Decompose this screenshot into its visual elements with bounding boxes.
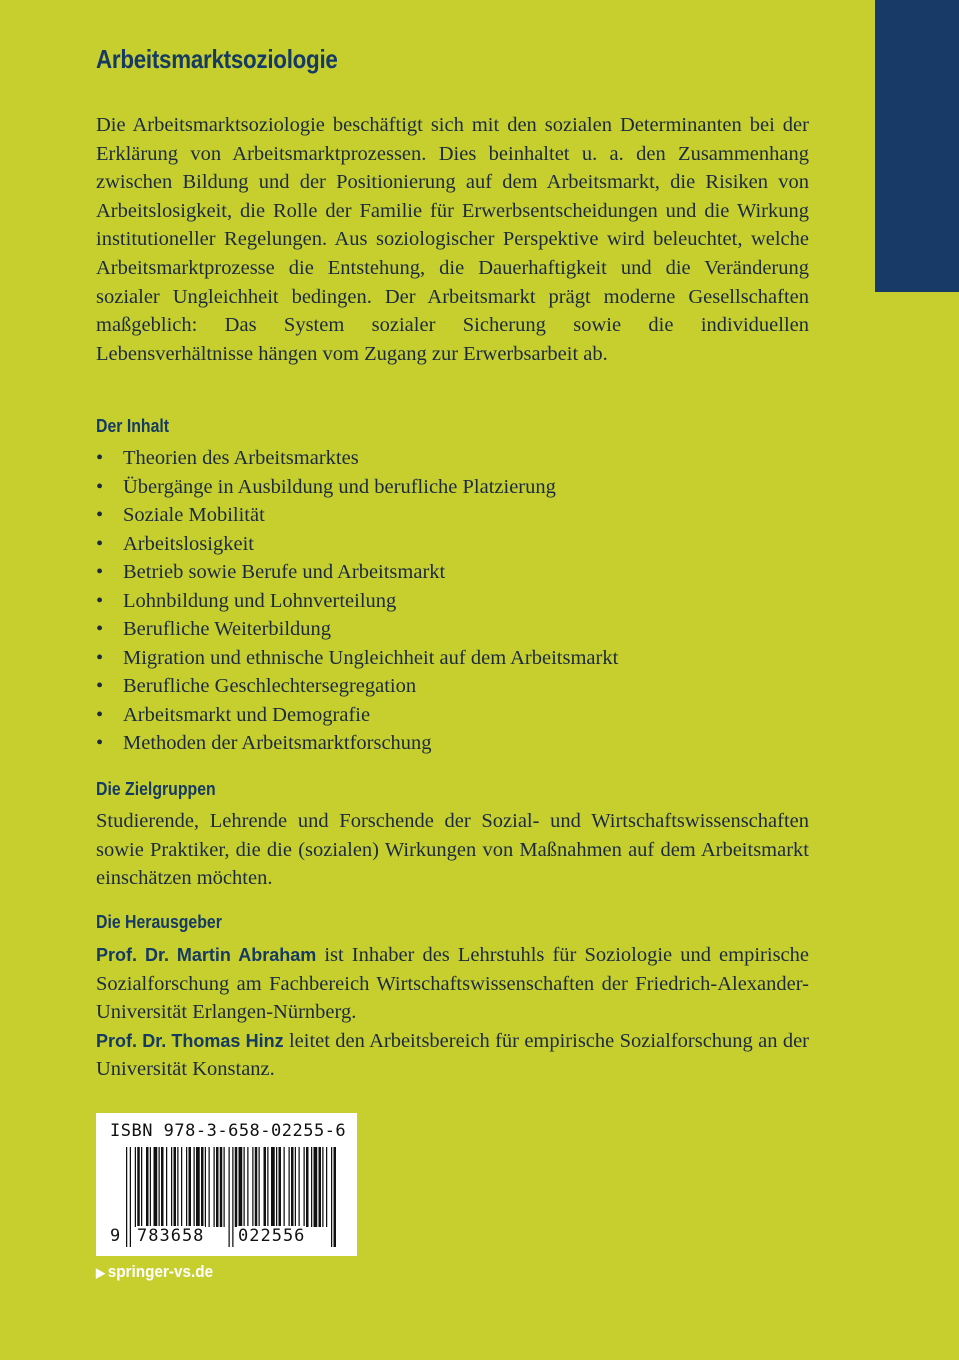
- barcode-bar: [319, 1147, 322, 1227]
- barcode-bar: [311, 1147, 312, 1227]
- barcode-bar: [267, 1147, 268, 1227]
- book-title: Arbeitsmarktsoziologie: [96, 44, 338, 74]
- barcode-bar: [224, 1147, 225, 1227]
- barcode-bar: [137, 1147, 140, 1227]
- contents-list: [96, 444, 618, 758]
- barcode-bar: [247, 1147, 248, 1227]
- target-groups-heading: Die Zielgruppen: [96, 779, 216, 799]
- barcode-bar: [186, 1147, 187, 1227]
- barcode-bar: [161, 1147, 164, 1227]
- barcode-digit-group-left: 783658: [137, 1226, 205, 1246]
- barcode-bar: [232, 1147, 233, 1247]
- barcode-bar: [314, 1147, 318, 1227]
- barcode-bar: [334, 1147, 337, 1247]
- barcode-bar: [279, 1147, 282, 1227]
- list-item: • Arbeitslosigkeit: [96, 530, 618, 559]
- barcode-bar: [196, 1147, 200, 1227]
- editor-1-bio: ist Inhaber des Lehrstuhls für Soziologie und empirische Sozialforschung am Fachbereich Wirtschaftswissenschaften der Friedrich-Alexander-Universität Erlangen-Nürnberg.: [96, 944, 809, 1024]
- isbn-label: ISBN 978-3-658-02255-6: [110, 1121, 347, 1141]
- barcode-bar: [252, 1147, 253, 1227]
- publisher-website-link[interactable]: [96, 1262, 213, 1282]
- barcode-bar: [331, 1147, 332, 1247]
- list-item: • Soziale Mobilität: [96, 501, 618, 530]
- list-item: • Arbeitsmarkt und Demografie: [96, 701, 618, 730]
- list-item: • Theorien des Arbeitsmarktes: [96, 444, 618, 473]
- barcode-bar: [141, 1147, 142, 1227]
- barcode-bar: [259, 1147, 260, 1227]
- list-item: • Berufliche Weiterbildung: [96, 615, 618, 644]
- isbn-barcode: [96, 1113, 357, 1256]
- barcode-bar: [209, 1147, 210, 1227]
- barcode-bar: [214, 1147, 215, 1227]
- barcode-bar: [276, 1147, 277, 1227]
- barcode-bar: [216, 1147, 219, 1227]
- list-item: • Methoden der Arbeitsmarktforschung: [96, 729, 618, 758]
- barcode-bar: [130, 1147, 131, 1247]
- barcode-bar: [220, 1147, 223, 1227]
- barcode-bar: [255, 1147, 258, 1227]
- barcode-bar: [189, 1147, 192, 1227]
- play-arrow-icon: ▶: [96, 1265, 105, 1280]
- list-item: • Übergänge in Ausbildung und berufliche Platzierung: [96, 473, 618, 502]
- barcode-bar: [271, 1147, 275, 1227]
- list-item: • Betrieb sowie Berufe und Arbeitsmarkt: [96, 558, 618, 587]
- barcode-bar: [291, 1147, 294, 1227]
- barcode-bar: [322, 1147, 323, 1227]
- list-item: • Lohnbildung und Lohnverteilung: [96, 587, 618, 616]
- corner-accent-block: [875, 0, 959, 292]
- barcode-bar: [295, 1147, 296, 1227]
- barcode-digit-first: 9: [110, 1226, 121, 1246]
- barcode-bar: [135, 1147, 136, 1227]
- barcode-bar: [126, 1147, 127, 1247]
- barcode-bar: [205, 1147, 206, 1227]
- barcode-bar: [171, 1147, 172, 1227]
- barcode-bar: [177, 1147, 178, 1227]
- barcode-bar: [166, 1147, 167, 1227]
- barcode-bar: [194, 1147, 195, 1227]
- barcode-bar: [229, 1147, 230, 1247]
- target-groups-text: Studierende, Lehrende und Forschende der Sozial- und Wirtschaftswissenschaften sowie Praktiker, die die (sozialen) Wirkungen von Maßnahmen auf dem Arbeitsmarkt einschätzen möchten.: [96, 810, 809, 890]
- barcode-bar: [326, 1147, 327, 1227]
- barcode-bar: [264, 1147, 267, 1227]
- list-item: • Migration und ethnische Ungleichheit auf dem Arbeitsmarkt: [96, 644, 618, 673]
- barcode-digit-group-right: 022556: [238, 1226, 306, 1246]
- barcode-bar: [235, 1147, 238, 1227]
- publisher-website-text: springer-vs.de: [107, 1262, 214, 1281]
- barcode-bar: [146, 1147, 149, 1227]
- barcode-bar: [306, 1147, 309, 1227]
- barcode-bar: [289, 1147, 290, 1227]
- barcode-bar: [174, 1147, 177, 1227]
- barcode-bar: [154, 1147, 158, 1227]
- barcode-bar: [181, 1147, 182, 1227]
- editors-heading: Die Herausgeber: [96, 912, 222, 932]
- barcode-bar: [150, 1147, 151, 1227]
- barcode-bar: [244, 1147, 245, 1227]
- editors-text: [96, 941, 809, 1084]
- list-item: • Berufliche Geschlechtersegregation: [96, 672, 618, 701]
- barcode-bar: [201, 1147, 204, 1227]
- barcode-bar: [304, 1147, 305, 1227]
- barcode-bar: [239, 1147, 243, 1227]
- intro-paragraph: Die Arbeitsmarktsoziologie beschäftigt sich mit den sozialen Determinanten bei der Erklärung von Arbeitsmarktprozessen. Dies beinhaltet u. a. den Zusammenhang zwischen Bildung und der Positionierung auf dem Arbeitsmarkt, die Risiken von Arbeitslosigkeit, die Rolle der Familie für Erwerbsentscheidungen und die Wirkung institutioneller Regelungen. Aus soziologischer Perspektive wird beleuchtet, welche Arbeitsmarktprozesse die Entstehung, die Dauerhaftigkeit und die Veränderung sozialer Ungleichheit bedingen. Der Arbeitsmarkt prägt moderne Gesellschaften maßgeblich: Das System sozialer Sicherung sowie die individuellen Lebensverhältnisse hängen vom Zugang zur Erwerbsarbeit ab.: [96, 114, 809, 365]
- editor-2-name: Prof. Dr. Thomas Hinz: [96, 1030, 284, 1051]
- barcode-bar: [299, 1147, 300, 1227]
- editor-1-name: Prof. Dr. Martin Abraham: [96, 945, 317, 965]
- barcode-bar: [284, 1147, 285, 1227]
- contents-heading: Der Inhalt: [96, 416, 170, 436]
- barcode-bar: [159, 1147, 160, 1227]
- editor-2-bio: leitet den Arbeitsbereich für empirische Sozialforschung an der Universität Konstanz.: [96, 1029, 809, 1081]
